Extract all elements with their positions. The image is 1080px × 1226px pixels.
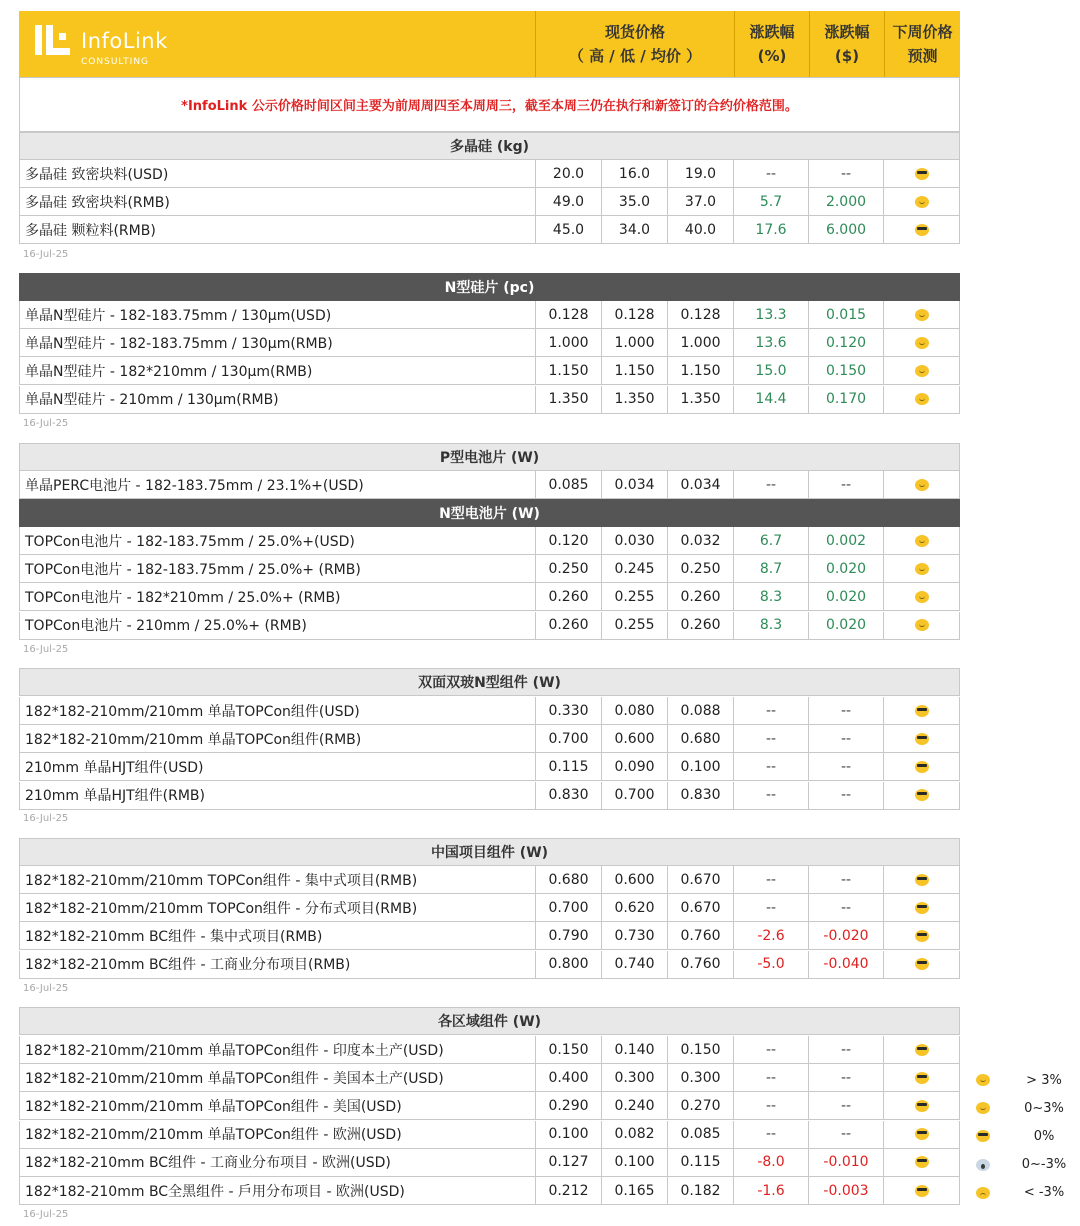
high-cell: 0.212 [536, 1177, 602, 1205]
low-cell: 0.100 [602, 1149, 668, 1177]
legend-scream-face-icon [976, 1159, 990, 1171]
table-row [19, 301, 960, 329]
forecast-cell [884, 782, 960, 810]
product-name: 182*182-210mm/210mm 单晶TOPCon组件 - 欧洲(USD) [19, 1121, 536, 1149]
high-cell: 0.260 [536, 612, 602, 640]
forecast-cell [884, 697, 960, 725]
abs-cell: 0.020 [809, 583, 884, 611]
abs-cell: -0.010 [809, 1149, 884, 1177]
table-row [19, 386, 960, 414]
high-cell: 45.0 [536, 216, 602, 244]
pct-cell: -- [734, 894, 809, 922]
high-cell: 20.0 [536, 160, 602, 188]
forecast-cool-face-icon [915, 789, 929, 801]
forecast-cell [884, 386, 960, 414]
pct-cell: -- [734, 782, 809, 810]
avg-cell: 0.128 [668, 301, 734, 329]
high-cell: 49.0 [536, 188, 602, 216]
change-pct-header [734, 11, 809, 77]
product-name: 182*182-210mm/210mm 单晶TOPCon组件 - 印度本土产(USD) [19, 1036, 536, 1064]
low-cell: 0.730 [602, 922, 668, 950]
product-name: TOPCon电池片 - 182-183.75mm / 25.0%+(USD) [19, 527, 536, 555]
table-row [19, 922, 960, 950]
legend-item [968, 1122, 1080, 1150]
pct-cell: -- [734, 697, 809, 725]
section-date: 16-Jul-25 [23, 418, 69, 429]
section-header: 多晶硅 (kg) [19, 132, 960, 160]
table-row [19, 951, 960, 979]
low-cell: 1.000 [602, 329, 668, 357]
high-cell: 1.150 [536, 357, 602, 385]
abs-cell: -- [809, 471, 884, 499]
pct-cell: -2.6 [734, 922, 809, 950]
brand-subtitle: CONSULTING [81, 57, 150, 67]
table-row [19, 527, 960, 555]
product-name: 182*182-210mm/210mm 单晶TOPCon组件(RMB) [19, 725, 536, 753]
product-name: 210mm 单晶HJT组件(USD) [19, 753, 536, 781]
low-cell: 16.0 [602, 160, 668, 188]
table-row [19, 753, 960, 781]
avg-cell: 0.670 [668, 866, 734, 894]
abs-cell: -- [809, 697, 884, 725]
avg-cell: 0.300 [668, 1064, 734, 1092]
low-cell: 0.165 [602, 1177, 668, 1205]
table-row [19, 329, 960, 357]
forecast-cool-face-icon [915, 1072, 929, 1084]
product-name: 单晶N型硅片 - 182*210mm / 130μm(RMB) [19, 357, 536, 385]
table-row [19, 1036, 960, 1064]
high-cell: 1.000 [536, 329, 602, 357]
avg-cell: 37.0 [668, 188, 734, 216]
legend-smile-face-icon [976, 1074, 990, 1086]
infolink-logo-mark-icon [33, 23, 73, 63]
abs-cell: -- [809, 1092, 884, 1120]
avg-cell: 0.100 [668, 753, 734, 781]
table-header [19, 11, 960, 77]
forecast-cell [884, 922, 960, 950]
pct-cell: -- [734, 1121, 809, 1149]
product-name: 182*182-210mm/210mm TOPCon组件 - 分布式项目(RMB) [19, 894, 536, 922]
section-header: 各区域组件 (W) [19, 1007, 960, 1035]
high-cell: 1.350 [536, 386, 602, 414]
forecast-smile-face-icon [915, 309, 929, 321]
low-cell: 0.034 [602, 471, 668, 499]
low-cell: 0.245 [602, 555, 668, 583]
legend-item [968, 1179, 1080, 1207]
high-cell: 0.260 [536, 583, 602, 611]
section-header: P型电池片 (W) [19, 443, 960, 471]
abs-cell: -- [809, 160, 884, 188]
section-date: 16-Jul-25 [23, 813, 69, 824]
avg-cell: 0.760 [668, 922, 734, 950]
avg-cell: 19.0 [668, 160, 734, 188]
high-cell: 0.250 [536, 555, 602, 583]
table-row [19, 555, 960, 583]
abs-cell: -- [809, 1064, 884, 1092]
low-cell: 0.700 [602, 782, 668, 810]
legend-label: 0~3% [1024, 1100, 1064, 1116]
low-cell: 0.255 [602, 612, 668, 640]
high-cell: 0.700 [536, 894, 602, 922]
pct-cell: -8.0 [734, 1149, 809, 1177]
abs-cell: 0.120 [809, 329, 884, 357]
forecast-cool-face-icon [915, 1100, 929, 1112]
abs-cell: -- [809, 1121, 884, 1149]
product-name: 多晶硅 致密块料(USD) [19, 160, 536, 188]
forecast-smile-face-icon [915, 563, 929, 575]
high-cell: 0.680 [536, 866, 602, 894]
low-cell: 0.080 [602, 697, 668, 725]
pct-cell: 15.0 [734, 357, 809, 385]
forecast-cool-face-icon [915, 1044, 929, 1056]
high-cell: 0.115 [536, 753, 602, 781]
table-row [19, 1092, 960, 1120]
avg-cell: 0.270 [668, 1092, 734, 1120]
high-cell: 0.128 [536, 301, 602, 329]
section-header: N型硅片 (pc) [19, 273, 960, 301]
table-row [19, 782, 960, 810]
high-cell: 0.800 [536, 951, 602, 979]
forecast-cool-face-icon [915, 958, 929, 970]
section-date: 16-Jul-25 [23, 983, 69, 994]
forecast-smile-face-icon [915, 365, 929, 377]
abs-cell: -- [809, 866, 884, 894]
forecast-title-2: 预测 [907, 47, 938, 65]
high-cell: 0.100 [536, 1121, 602, 1149]
avg-cell: 1.350 [668, 386, 734, 414]
avg-cell: 0.250 [668, 555, 734, 583]
forecast-cell [884, 216, 960, 244]
legend-smile-face-icon [976, 1102, 990, 1114]
section-header: 中国项目组件 (W) [19, 838, 960, 866]
high-cell: 0.120 [536, 527, 602, 555]
avg-cell: 0.032 [668, 527, 734, 555]
forecast-cool-face-icon [915, 168, 929, 180]
forecast-smile-face-icon [915, 619, 929, 631]
abs-cell: -- [809, 894, 884, 922]
product-name: 单晶PERC电池片 - 182-183.75mm / 23.1%+(USD) [19, 471, 536, 499]
table-row [19, 1177, 960, 1205]
forecast-cell [884, 160, 960, 188]
high-cell: 0.830 [536, 782, 602, 810]
product-name: 210mm 单晶HJT组件(RMB) [19, 782, 536, 810]
pct-cell: -1.6 [734, 1177, 809, 1205]
pct-cell: 17.6 [734, 216, 809, 244]
section-date: 16-Jul-25 [23, 249, 69, 260]
abs-cell: 0.015 [809, 301, 884, 329]
abs-cell: 0.150 [809, 357, 884, 385]
change-usd-header [809, 11, 884, 77]
high-cell: 0.790 [536, 922, 602, 950]
product-name: 多晶硅 颗粒料(RMB) [19, 216, 536, 244]
forecast-cool-face-icon [915, 930, 929, 942]
low-cell: 0.300 [602, 1064, 668, 1092]
forecast-cell [884, 866, 960, 894]
table-row [19, 471, 960, 499]
legend-item [968, 1066, 1080, 1094]
pct-cell: 8.3 [734, 612, 809, 640]
low-cell: 1.150 [602, 357, 668, 385]
pct-cell: 13.3 [734, 301, 809, 329]
forecast-cool-face-icon [915, 733, 929, 745]
table-row [19, 188, 960, 216]
legend-label: 0~-3% [1021, 1157, 1067, 1173]
table-row [19, 160, 960, 188]
legend-label: < -3% [1023, 1185, 1065, 1201]
forecast-header [884, 11, 960, 77]
product-name: TOPCon电池片 - 182-183.75mm / 25.0%+ (RMB) [19, 555, 536, 583]
avg-cell: 0.260 [668, 583, 734, 611]
product-name: 182*182-210mm BC组件 - 集中式项目(RMB) [19, 922, 536, 950]
high-cell: 0.085 [536, 471, 602, 499]
product-name: TOPCon电池片 - 182*210mm / 25.0%+ (RMB) [19, 583, 536, 611]
spot-price-title: 现货价格 [604, 23, 665, 41]
pct-cell: -5.0 [734, 951, 809, 979]
legend-label: > 3% [1026, 1072, 1062, 1088]
table-row [19, 725, 960, 753]
low-cell: 0.140 [602, 1036, 668, 1064]
high-cell: 0.150 [536, 1036, 602, 1064]
product-name: 多晶硅 致密块料(RMB) [19, 188, 536, 216]
change-usd-title: 涨跌幅 [824, 23, 870, 41]
section-header: N型电池片 (W) [19, 499, 960, 527]
low-cell: 0.600 [602, 725, 668, 753]
forecast-smile-face-icon [915, 535, 929, 547]
avg-cell: 0.830 [668, 782, 734, 810]
forecast-cell [884, 301, 960, 329]
product-name: 182*182-210mm BC全黑组件 - 戶用分布项目 - 欧洲(USD) [19, 1177, 536, 1205]
forecast-cool-face-icon [915, 224, 929, 236]
table-row [19, 894, 960, 922]
forecast-cell [884, 357, 960, 385]
product-name: 182*182-210mm/210mm 单晶TOPCon组件 - 美国(USD) [19, 1092, 536, 1120]
forecast-cool-face-icon [915, 705, 929, 717]
forecast-cell [884, 583, 960, 611]
abs-cell: -- [809, 1036, 884, 1064]
abs-cell: 0.020 [809, 555, 884, 583]
low-cell: 0.082 [602, 1121, 668, 1149]
forecast-cell [884, 894, 960, 922]
pct-cell: -- [734, 1092, 809, 1120]
avg-cell: 0.760 [668, 951, 734, 979]
forecast-smile-face-icon [915, 479, 929, 491]
product-name: 单晶N型硅片 - 182-183.75mm / 130μm(RMB) [19, 329, 536, 357]
low-cell: 0.128 [602, 301, 668, 329]
abs-cell: -0.003 [809, 1177, 884, 1205]
high-cell: 0.330 [536, 697, 602, 725]
forecast-smile-face-icon [915, 591, 929, 603]
change-usd-unit: ($) [834, 47, 860, 65]
forecast-cell [884, 725, 960, 753]
change-pct-unit: (%) [757, 47, 787, 65]
product-name: 单晶N型硅片 - 182-183.75mm / 130μm(USD) [19, 301, 536, 329]
table-row [19, 357, 960, 385]
legend-item [968, 1094, 1080, 1122]
pct-cell: -- [734, 1064, 809, 1092]
forecast-cell [884, 329, 960, 357]
high-cell: 0.290 [536, 1092, 602, 1120]
forecast-cell [884, 188, 960, 216]
table-row [19, 612, 960, 640]
forecast-cell [884, 527, 960, 555]
table-row [19, 216, 960, 244]
pct-cell: -- [734, 471, 809, 499]
low-cell: 0.620 [602, 894, 668, 922]
avg-cell: 0.680 [668, 725, 734, 753]
forecast-cool-face-icon [915, 1185, 929, 1197]
table-row [19, 1064, 960, 1092]
high-cell: 0.400 [536, 1064, 602, 1092]
spot-price-subtitle: （ 高 / 低 / 均价 ） [568, 47, 702, 65]
forecast-cell [884, 1064, 960, 1092]
low-cell: 34.0 [602, 216, 668, 244]
forecast-cool-face-icon [915, 1128, 929, 1140]
forecast-smile-face-icon [915, 393, 929, 405]
forecast-title: 下周价格 [892, 23, 953, 41]
low-cell: 1.350 [602, 386, 668, 414]
avg-cell: 1.150 [668, 357, 734, 385]
avg-cell: 40.0 [668, 216, 734, 244]
abs-cell: 6.000 [809, 216, 884, 244]
section-date: 16-Jul-25 [23, 1209, 69, 1220]
abs-cell: -0.020 [809, 922, 884, 950]
forecast-cell [884, 555, 960, 583]
pct-cell: 6.7 [734, 527, 809, 555]
forecast-cell [884, 1149, 960, 1177]
low-cell: 0.030 [602, 527, 668, 555]
forecast-smile-face-icon [915, 337, 929, 349]
product-name: 182*182-210mm BC组件 - 工商业分布项目 - 欧洲(USD) [19, 1149, 536, 1177]
pct-cell: -- [734, 160, 809, 188]
pricing-notice: *InfoLink 公示价格时间区间主要为前周周四至本周周三，截至本周三仍在执行和新签订的合约价格范围。 [19, 77, 960, 132]
pct-cell: 8.3 [734, 583, 809, 611]
table-row [19, 583, 960, 611]
forecast-cell [884, 1121, 960, 1149]
forecast-cell [884, 951, 960, 979]
forecast-cell [884, 612, 960, 640]
product-name: 182*182-210mm/210mm 单晶TOPCon组件 - 美国本土产(USD) [19, 1064, 536, 1092]
legend-sad-face-icon [976, 1187, 990, 1199]
pct-cell: -- [734, 753, 809, 781]
abs-cell: 0.002 [809, 527, 884, 555]
change-pct-title: 涨跌幅 [749, 23, 795, 41]
forecast-cell [884, 1177, 960, 1205]
pct-cell: 13.6 [734, 329, 809, 357]
forecast-cell [884, 753, 960, 781]
low-cell: 35.0 [602, 188, 668, 216]
avg-cell: 0.034 [668, 471, 734, 499]
abs-cell: 2.000 [809, 188, 884, 216]
pct-cell: 5.7 [734, 188, 809, 216]
table-row [19, 697, 960, 725]
abs-cell: 0.170 [809, 386, 884, 414]
forecast-cell [884, 471, 960, 499]
table-row [19, 866, 960, 894]
avg-cell: 0.670 [668, 894, 734, 922]
forecast-cell [884, 1036, 960, 1064]
product-name: 单晶N型硅片 - 210mm / 130μm(RMB) [19, 386, 536, 414]
abs-cell: -0.040 [809, 951, 884, 979]
pct-cell: -- [734, 725, 809, 753]
low-cell: 0.740 [602, 951, 668, 979]
pct-cell: 14.4 [734, 386, 809, 414]
avg-cell: 0.115 [668, 1149, 734, 1177]
abs-cell: -- [809, 753, 884, 781]
legend-label: 0% [1033, 1128, 1055, 1144]
low-cell: 0.600 [602, 866, 668, 894]
low-cell: 0.255 [602, 583, 668, 611]
product-name: 182*182-210mm/210mm TOPCon组件 - 集中式项目(RMB) [19, 866, 536, 894]
product-name: 182*182-210mm/210mm 单晶TOPCon组件(USD) [19, 697, 536, 725]
avg-cell: 0.182 [668, 1177, 734, 1205]
avg-cell: 1.000 [668, 329, 734, 357]
section-header: 双面双玻N型组件 (W) [19, 668, 960, 696]
spot-price-header [535, 11, 734, 77]
avg-cell: 0.260 [668, 612, 734, 640]
abs-cell: -- [809, 782, 884, 810]
avg-cell: 0.085 [668, 1121, 734, 1149]
forecast-smile-face-icon [915, 196, 929, 208]
forecast-cool-face-icon [915, 902, 929, 914]
section-date: 16-Jul-25 [23, 644, 69, 655]
low-cell: 0.090 [602, 753, 668, 781]
high-cell: 0.127 [536, 1149, 602, 1177]
forecast-cool-face-icon [915, 874, 929, 886]
abs-cell: 0.020 [809, 612, 884, 640]
product-name: TOPCon电池片 - 210mm / 25.0%+ (RMB) [19, 612, 536, 640]
forecast-cool-face-icon [915, 1156, 929, 1168]
legend-cool-face-icon [976, 1130, 990, 1142]
infolink-logo [33, 21, 193, 71]
legend-item [968, 1151, 1080, 1179]
brand-name: InfoLink [81, 29, 168, 53]
table-row [19, 1121, 960, 1149]
avg-cell: 0.088 [668, 697, 734, 725]
forecast-cool-face-icon [915, 761, 929, 773]
low-cell: 0.240 [602, 1092, 668, 1120]
pct-cell: -- [734, 866, 809, 894]
abs-cell: -- [809, 725, 884, 753]
forecast-cell [884, 1092, 960, 1120]
product-name: 182*182-210mm BC组件 - 工商业分布项目(RMB) [19, 951, 536, 979]
pct-cell: 8.7 [734, 555, 809, 583]
table-row [19, 1149, 960, 1177]
pct-cell: -- [734, 1036, 809, 1064]
high-cell: 0.700 [536, 725, 602, 753]
avg-cell: 0.150 [668, 1036, 734, 1064]
